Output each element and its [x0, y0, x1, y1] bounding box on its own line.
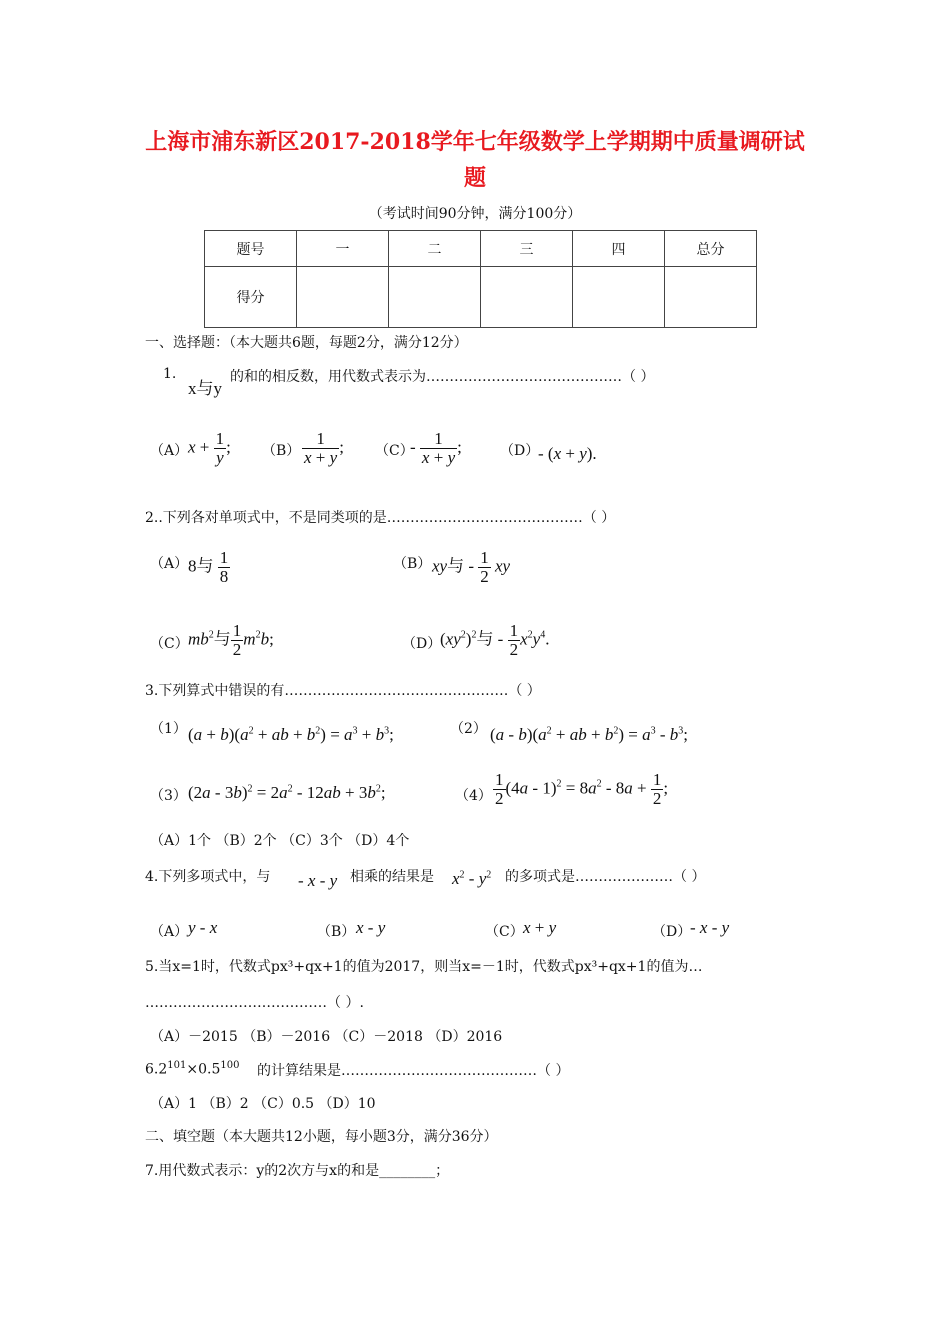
q2-option-a-label: （A） [150, 556, 189, 572]
score-cell[interactable] [389, 267, 481, 328]
section-1-heading: 一、选择题：（本大题共6题，每题2分，满分12分） [145, 335, 468, 351]
q4-option-a-label: （A） [150, 924, 189, 940]
q1-option-c-label: （C） [375, 443, 414, 459]
q3-item-2-label: （2） [450, 721, 487, 737]
q4-text-part3: 的多项式是…………………（ ） [505, 869, 706, 885]
score-cell[interactable] [573, 267, 665, 328]
q3-options: （A）1个 （B）2个 （C）3个 （D）4个 [150, 833, 410, 849]
q2-option-a-expr: 8与 $\frac{1}{8}$ [188, 548, 229, 586]
q4-text-part2: 相乘的结果是 [350, 869, 434, 885]
q4-option-d-expr: - x - y [690, 918, 730, 937]
q1-option-c-expr: - $\frac{1}{x + y}$ ; [410, 429, 462, 467]
score-cell[interactable] [665, 267, 757, 328]
q6-text: 的计算结果是……………………………………（ ） [257, 1063, 570, 1079]
q4-option-d-label: （D） [652, 924, 692, 940]
q1-option-b-expr: $\frac{1}{x + y}$ ; [304, 429, 344, 467]
q1-number: 1. [163, 366, 177, 382]
q5-line2: …………………………………（ ）. [145, 995, 364, 1011]
score-cell[interactable] [297, 267, 389, 328]
q2-text: 2..下列各对单项式中，不是同类项的是……………………………………（ ） [145, 510, 616, 526]
q2-option-c-expr: $mb^2$与 $\frac{1}{2}$ $m^2b$; [188, 621, 274, 659]
score-row-label: 得分 [205, 267, 297, 328]
q1-text: 的和的相反数，用代数式表示为……………………………………（ ） [230, 369, 655, 385]
q4-text-part1: 4.下列多项式中，与 [145, 869, 271, 885]
q4-option-b-expr: x - y [356, 918, 386, 937]
q3-text: 3.下列算式中错误的有…………………………………………（ ） [145, 683, 541, 699]
q4-option-b-label: （B） [317, 924, 356, 940]
q1-option-d-expr: - (x + y). [538, 444, 597, 463]
q3-item-1-expr: $(a + b)(a^2$ + ab + $b^2) = a^3 + b^3$; [188, 725, 394, 744]
page-title: 上海市浦东新区2017-2018学年七年级数学上学期期中质量调研试 [145, 129, 805, 155]
q6-expression: $6.2^{101}\times 0.5^{100}$ [145, 1060, 240, 1078]
q3-item-4-expr: $\frac{1}{2}$ $(4a - 1)^2 = 8a^2 - 8a$ + $\frac{1}{2}$ ; [495, 770, 669, 808]
score-header: 总分 [665, 231, 757, 267]
q1-option-a-expr: x + $\frac{1}{y}$ ; [188, 429, 231, 467]
exam-info: （考试时间90分钟，满分100分） [368, 206, 582, 222]
q6-options: （A）1 （B）2 （C）0.5 （D）10 [150, 1096, 376, 1112]
q4-expr-1: - x - y [298, 871, 338, 890]
score-header: 三 [481, 231, 573, 267]
q3-item-4-label: （4） [455, 788, 492, 804]
q3-item-3-expr: $(2a - 3b)^2 = 2a^2 - 12ab + 3b^2$; [188, 783, 386, 802]
q2-option-d-label: （D） [402, 636, 442, 652]
q3-item-2-expr: $(a - b)(a^2$ + ab + $b^2) = a^3 - b^3$; [490, 725, 689, 744]
q5-options: （A）－2015 （B）－2016 （C）－2018 （D）2016 [150, 1029, 503, 1045]
q1-variables: x与y [188, 379, 222, 398]
section-2-heading: 二、填空题（本大题共12小题，每小题3分，满分36分） [145, 1129, 498, 1145]
q4-option-a-expr: y - x [188, 918, 218, 937]
q2-option-d-expr: $(xy^2)^2$与 - $\frac{1}{2}$ $x^2y^4$. [440, 621, 550, 659]
q3-item-1-label: （1） [150, 721, 187, 737]
q2-option-b-expr: xy与 - $\frac{1}{2}$ xy [432, 548, 511, 586]
q5-line1: 5.当x=1时，代数式px³+qx+1的值为2017，则当x=－1时，代数式px³+qx+1的值为… [145, 959, 703, 975]
q4-option-c-label: （C） [485, 924, 524, 940]
score-header: 二 [389, 231, 481, 267]
score-header: 一 [297, 231, 389, 267]
q7-text: 7.用代数式表示：y的2次方与x的和是________； [145, 1163, 450, 1179]
score-table [204, 230, 757, 328]
q3-item-3-label: （3） [150, 788, 187, 804]
page-title-cont: 题 [463, 165, 486, 191]
q4-option-c-expr: x + y [523, 918, 557, 937]
score-cell[interactable] [481, 267, 573, 328]
q2-option-c-label: （C） [150, 636, 189, 652]
score-header: 四 [573, 231, 665, 267]
score-header: 题号 [205, 231, 297, 267]
q1-option-a-label: （A） [150, 443, 189, 459]
q2-option-b-label: （B） [393, 556, 432, 572]
q1-option-d-label: （D） [500, 443, 540, 459]
q4-expr-2: $x^2 - y^2$ [452, 869, 492, 888]
q1-option-b-label: （B） [262, 443, 301, 459]
